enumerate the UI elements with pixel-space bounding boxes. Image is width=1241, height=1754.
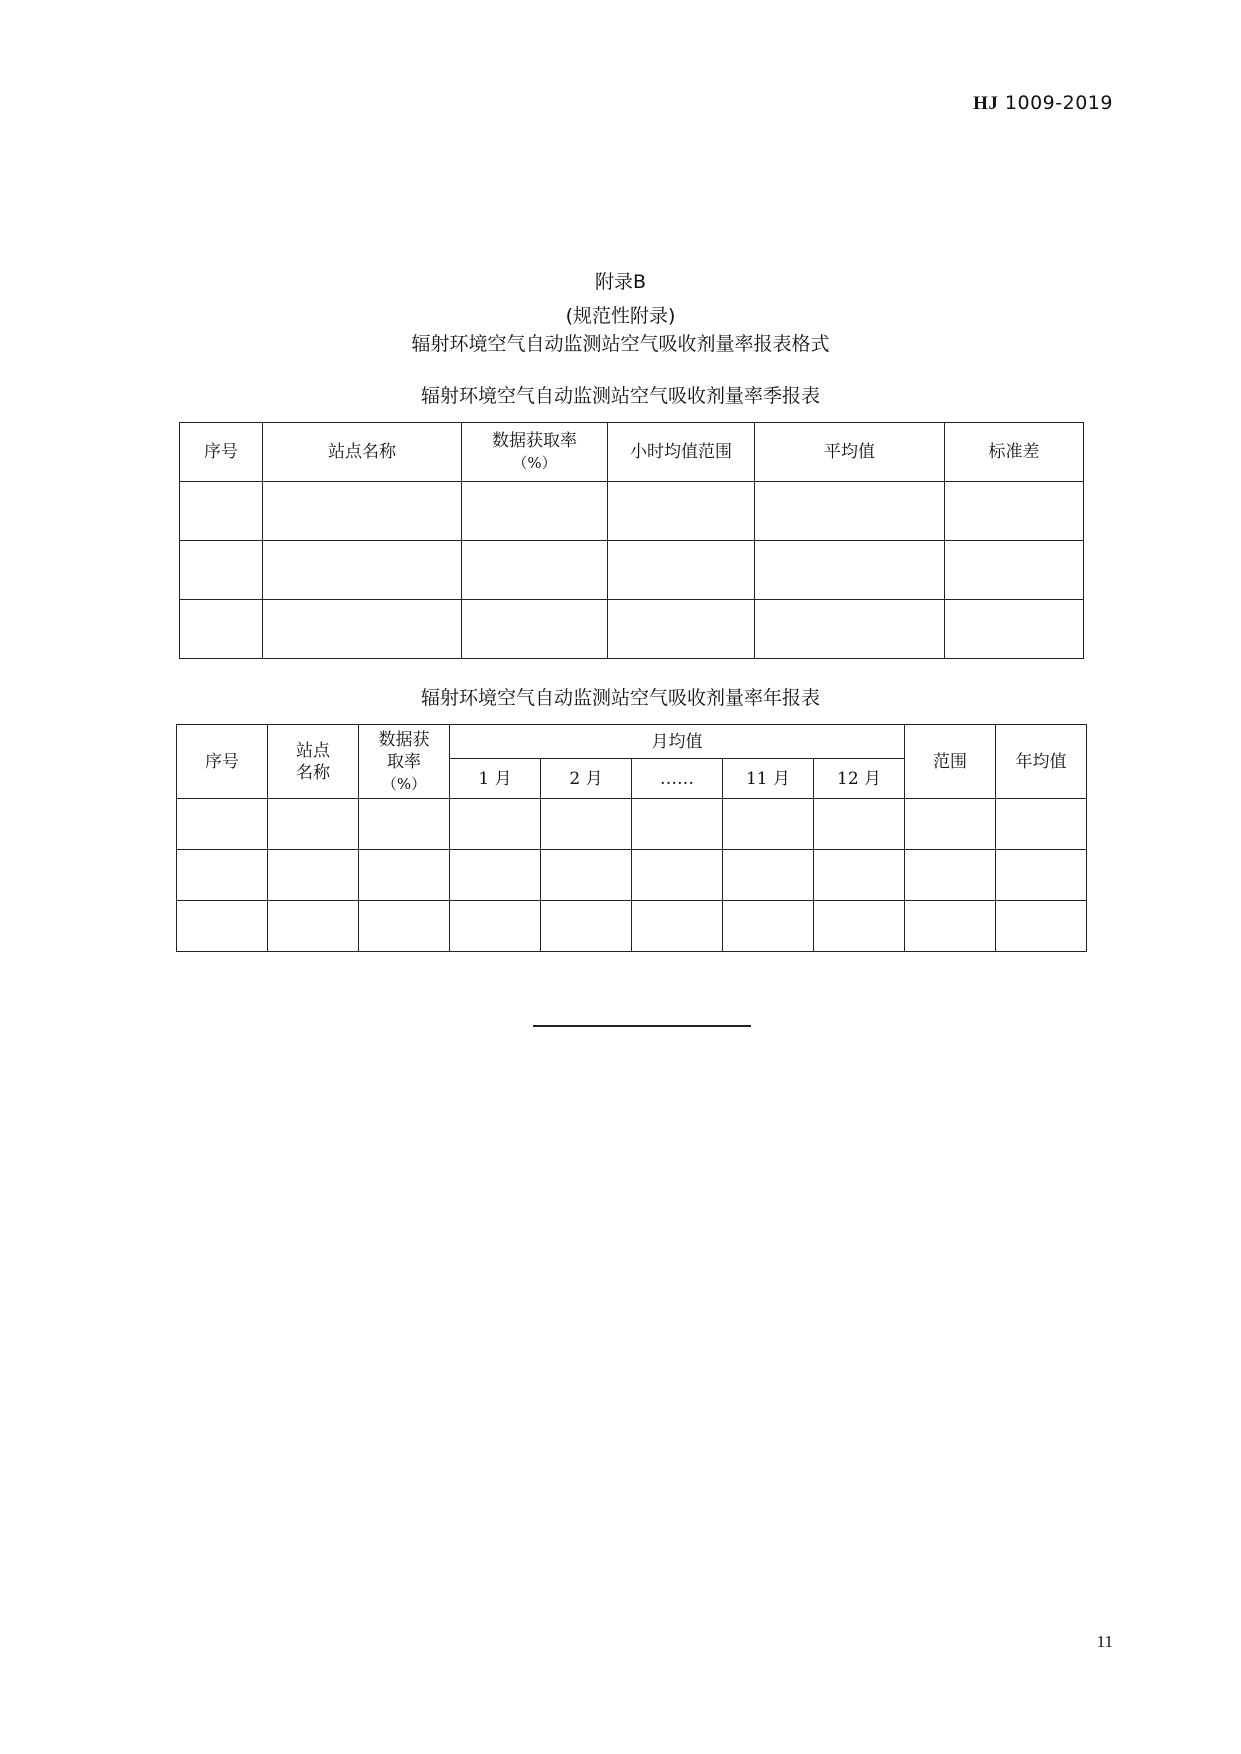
season-table-caption: 辐射环境空气自动监测站空气吸收剂量率季报表 — [420, 385, 820, 407]
header-hour-range: 小时均值范围 — [608, 423, 755, 482]
table-cell — [608, 541, 755, 600]
table-cell — [450, 901, 541, 952]
table-cell — [462, 482, 608, 541]
table-cell — [450, 799, 541, 850]
table-cell — [945, 541, 1084, 600]
table-cell — [945, 482, 1084, 541]
standard-code — [973, 92, 1113, 115]
season-report-table — [179, 422, 1084, 659]
table-cell — [541, 850, 632, 901]
header-data-rate-line1: 数据获 — [378, 729, 430, 750]
table-cell — [755, 600, 945, 659]
table-cell — [996, 850, 1087, 901]
table-cell — [608, 600, 755, 659]
table-cell — [755, 482, 945, 541]
table-cell — [814, 850, 905, 901]
annex-name: 辐射环境空气自动监测站空气吸收剂量率报表格式 — [411, 333, 830, 355]
table-cell — [359, 901, 450, 952]
table-cell — [632, 901, 723, 952]
table-cell — [177, 850, 268, 901]
header-month-11: 11 月 — [723, 759, 814, 799]
header-seq: 序号 — [177, 725, 268, 799]
header-month-12: 12 月 — [814, 759, 905, 799]
page-number: 11 — [1096, 1632, 1113, 1651]
table-cell — [462, 541, 608, 600]
annex-type: (规范性附录) — [565, 305, 676, 327]
table-cell — [359, 850, 450, 901]
standard-prefix: HJ — [973, 93, 999, 114]
table-cell — [723, 901, 814, 952]
table-header-row — [180, 423, 1084, 482]
header-annual-mean: 年均值 — [996, 725, 1087, 799]
table-row — [180, 482, 1084, 541]
table-row — [177, 850, 1087, 901]
header-station-line1: 站点 — [296, 740, 330, 761]
header-data-rate-line1: 数据获取率 — [492, 431, 577, 451]
table-row — [177, 901, 1087, 952]
table-cell — [905, 799, 996, 850]
table-row — [177, 799, 1087, 850]
header-month-ellipsis: …… — [632, 759, 723, 799]
table-cell — [945, 600, 1084, 659]
table-cell — [608, 482, 755, 541]
table-cell — [180, 600, 263, 659]
table-cell — [632, 799, 723, 850]
table-cell — [263, 482, 462, 541]
table-cell — [268, 901, 359, 952]
header-mean: 平均值 — [755, 423, 945, 482]
table-cell — [177, 901, 268, 952]
table-cell — [462, 600, 608, 659]
table-cell — [632, 850, 723, 901]
header-station: 站点名称 — [263, 423, 462, 482]
header-data-rate-unit: （%） — [381, 774, 427, 793]
header-seq: 序号 — [180, 423, 263, 482]
header-monthly-mean: 月均值 — [450, 725, 905, 759]
table-cell — [905, 850, 996, 901]
table-cell — [996, 799, 1087, 850]
header-std: 标准差 — [945, 423, 1084, 482]
annual-table-caption: 辐射环境空气自动监测站空气吸收剂量率年报表 — [420, 687, 820, 709]
header-data-rate — [462, 423, 608, 482]
table-cell — [263, 541, 462, 600]
table-cell — [541, 901, 632, 952]
table-header-row — [177, 725, 1087, 759]
table-cell — [263, 600, 462, 659]
table-cell — [723, 850, 814, 901]
table-cell — [814, 901, 905, 952]
table-cell — [905, 901, 996, 952]
header-data-rate — [359, 725, 450, 799]
end-rule-divider — [533, 1025, 751, 1027]
table-row — [180, 541, 1084, 600]
table-cell — [180, 541, 263, 600]
table-cell — [814, 799, 905, 850]
table-cell — [723, 799, 814, 850]
annex-title: 附录B — [594, 271, 647, 293]
table-cell — [177, 799, 268, 850]
table-cell — [268, 799, 359, 850]
header-station-line2: 名称 — [296, 762, 330, 783]
header-month-2: 2 月 — [541, 759, 632, 799]
header-data-rate-unit: （%） — [512, 454, 557, 472]
table-cell — [755, 541, 945, 600]
table-row — [180, 600, 1084, 659]
standard-number: 1009-2019 — [1004, 92, 1113, 114]
table-cell — [541, 799, 632, 850]
table-cell — [450, 850, 541, 901]
header-station — [268, 725, 359, 799]
header-range: 范围 — [905, 725, 996, 799]
annual-report-table — [176, 724, 1087, 952]
table-cell — [359, 799, 450, 850]
table-cell — [996, 901, 1087, 952]
table-cell — [268, 850, 359, 901]
header-month-1: 1 月 — [450, 759, 541, 799]
table-cell — [180, 482, 263, 541]
header-data-rate-line2: 取率 — [387, 751, 421, 772]
